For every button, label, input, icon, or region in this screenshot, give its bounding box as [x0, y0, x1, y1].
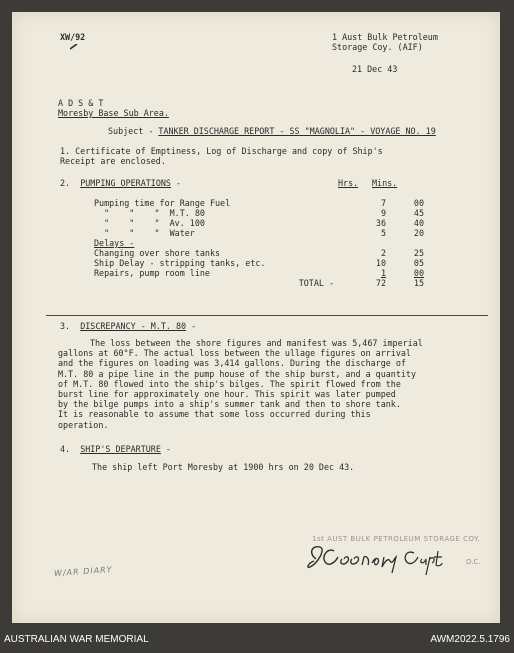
column-header-hrs: Hrs.: [338, 178, 359, 188]
section3-number: 3.: [60, 321, 71, 331]
paragraph-line: and the figures on loading was 3,414 gallons. During the discharge of: [58, 358, 406, 369]
table-row: " " " M.T. 80 9 45: [94, 208, 424, 218]
stamp-oc-label: O.C.: [466, 558, 481, 566]
unit-stamp: 1st AUST BULK PETROLEUM STORAGE COY.: [312, 535, 481, 543]
document-page: [12, 12, 500, 623]
section4-title: SHIP'S DEPARTURE: [80, 444, 161, 454]
section2-heading: 2. PUMPING OPERATIONS -: [60, 178, 182, 188]
total-label: TOTAL -: [298, 278, 334, 288]
table-row: " " " Av. 100 36 40: [94, 218, 424, 228]
footer-accession-number: AWM2022.5.1796: [430, 634, 510, 645]
paragraph-line: It is reasonable to assume that some loss occurred during this: [58, 409, 371, 420]
section4-heading: 4. SHIP'S DEPARTURE -: [60, 444, 171, 454]
addressee-line1: A D S & T: [58, 98, 104, 108]
section2-number: 2.: [60, 178, 71, 188]
subject-line: [108, 126, 436, 136]
table-row: Repairs, pump room line 1 00: [94, 268, 424, 278]
section2-title: PUMPING OPERATIONS: [80, 178, 171, 188]
table-row: Changing over shore tanks 2 25: [94, 248, 424, 258]
unit-name-line1: 1 Aust Bulk Petroleum: [332, 32, 438, 42]
footer-institution: AUSTRALIAN WAR MEMORIAL: [4, 634, 149, 645]
total-mins: 15: [413, 278, 424, 288]
paragraph-line: burst line for approximately one hour. This spirit was later pumped: [58, 389, 396, 400]
divider: [46, 315, 488, 316]
paragraph-line: operation.: [58, 419, 109, 430]
paragraph-line: M.T. 80 a pipe line in the pump house of the ship burst, and a quantity: [58, 368, 416, 379]
discrepancy-paragraph: [58, 338, 488, 430]
pen-mark: [70, 42, 78, 48]
section3-heading: 3. DISCREPANCY - M.T. 80 -: [60, 321, 197, 331]
paragraph-line: The loss between the shore figures and manifest was 5,467 imperial: [90, 338, 423, 348]
section4-number: 4.: [60, 444, 71, 454]
addressee-line2: Moresby Base Sub Area.: [58, 108, 169, 118]
pumping-table: [94, 198, 424, 288]
letter-date: 21 Dec 43: [352, 64, 398, 74]
subject-prefix: Subject -: [108, 126, 159, 136]
paragraph-line: by the bilge pumps into a ship's summer tank and then to shore tank.: [58, 399, 401, 410]
delays-label: Delays -: [94, 238, 135, 248]
table-row: " " " Water 5 20: [94, 228, 424, 238]
section1-line2: Receipt are enclosed.: [60, 156, 166, 166]
column-header-mins: Mins.: [372, 178, 398, 188]
total-hrs: 72: [375, 278, 386, 288]
section3-title: DISCREPANCY - M.T. 80: [80, 321, 187, 331]
unit-name-line2: Storage Coy. (AIF): [332, 42, 423, 52]
section1-line1: 1. Certificate of Emptiness, Log of Discharge and copy of Ship's: [60, 146, 383, 156]
total-row: [94, 278, 424, 288]
signature-image: [302, 537, 472, 577]
paragraph-line: of M.T. 80 flowed into the ship's bilges. The spirit flowed from the: [58, 378, 401, 389]
section4-text: The ship left Port Moresby at 1900 hrs on 20 Dec 43.: [92, 462, 355, 472]
pencil-annotation: W/AR DIARY: [53, 564, 113, 579]
paragraph-line: gallons at 60°F. The actual loss between the ullage figures on arrival: [58, 348, 411, 359]
table-row: Pumping time for Range Fuel 7 00: [94, 198, 424, 208]
subject-text: TANKER DISCHARGE REPORT - SS "MAGNOLIA" - VOYAGE NO. 19: [158, 126, 436, 136]
delays-label-row: [94, 238, 424, 248]
reference-number: XW/92: [60, 32, 86, 42]
table-row: Ship Delay - stripping tanks, etc. 10 05: [94, 258, 424, 268]
